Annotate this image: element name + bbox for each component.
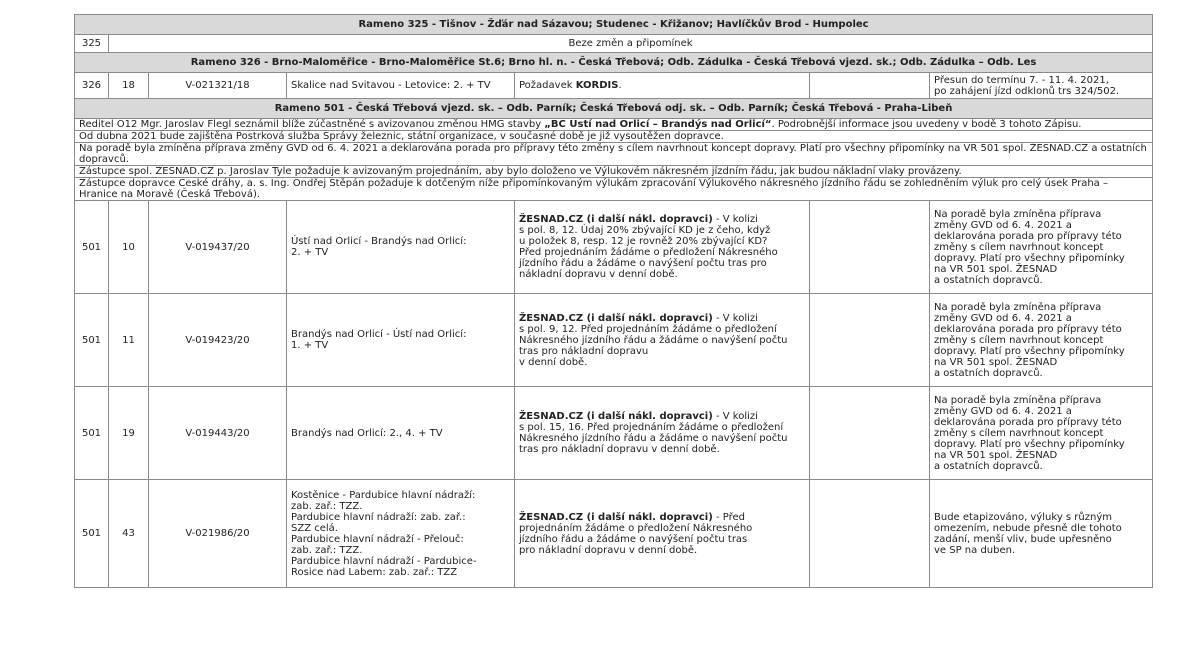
section-header-title: Rameno 325 - Tišnov - Žďár nad Sázavou; Studenec - Křižanov; Havlíčkův Brod - Humpolec bbox=[75, 15, 1153, 35]
request-cell bbox=[515, 73, 810, 99]
no-change-note: Beze změn a připomínek bbox=[109, 35, 1153, 53]
section-header-title: Rameno 501 - Česká Třebová vjezd. sk. – Odb. Parník; Česká Třebová odj. sk. – Odb. Parník; Česká Třebová - Praha-Libeň bbox=[75, 99, 1153, 119]
note-row bbox=[75, 178, 1153, 201]
route-cell: Kostěnice - Pardubice hlavní nádraží: zab. zař.: TZZ. Pardubice hlavní nádraží: zab. zař.: SZZ celá. Pardubice hlavní nádraží - Přelouč: zab. zař.: TZZ. Pardubice hlavní nádraží - Pardubice- Rosice nad Labem: zab. zař.: TZZ bbox=[287, 480, 515, 588]
closure-id-cell: V-021321/18 bbox=[149, 73, 287, 99]
protocol-table bbox=[74, 14, 1153, 588]
note-text: Zástupce spol. ŽESNAD.CZ p. Jaroslav Tyle požaduje k avizovaným projednáním, aby bylo doloženo ve Výlukovém nákresném jízdním řádu, jak budou nákladní vlaky provázeny. bbox=[75, 166, 1153, 178]
result-cell: Na poradě byla zmíněna příprava změny GVD od 6. 4. 2021 a deklarována porada pro přípravy této změny s cílem navrhnout koncept dopravy. Platí pro všechny připomínky na VR 501 spol. ŽESNAD a ostatních dopravců. bbox=[930, 294, 1153, 387]
request-cell bbox=[515, 201, 810, 294]
rameno-cell: 501 bbox=[75, 201, 109, 294]
result-cell: Na poradě byla zmíněna příprava změny GVD od 6. 4. 2021 a deklarována porada pro přípravy této změny s cílem navrhnout koncept dopravy. Platí pro všechny připomínky na VR 501 spol. ŽESNAD a ostatních dopravců. bbox=[930, 201, 1153, 294]
rameno-cell: 501 bbox=[75, 387, 109, 480]
route-cell: Brandýs nad Orlicí - Ústí nad Orlicí: 1. + TV bbox=[287, 294, 515, 387]
table-row bbox=[75, 294, 1153, 387]
note-row bbox=[75, 166, 1153, 178]
request-text: - Před projednáním žádáme o předložení Nákresného jízdního řádu a žádáme o navýšení počtu tras pro nákladní dopravu v denní době. bbox=[519, 511, 753, 556]
extra-cell bbox=[810, 201, 930, 294]
section-header-501 bbox=[75, 99, 1153, 119]
note-text: Na poradě byla zmíněna příprava změny GVD od 6. 4. 2021 a deklarována porada pro přípravy této změny s cílem navrhnout koncept dopravy. Platí pro všechny připomínky na VR 501 spol. ŽESNAD.CZ a ostatních dopravců. bbox=[75, 143, 1153, 166]
route-cell: Skalice nad Svitavou - Letovice: 2. + TV bbox=[287, 73, 515, 99]
position-cell: 19 bbox=[109, 387, 149, 480]
note-text: Od dubna 2021 bude zajištěna Postrková služba Správy železnic, státní organizace, v současné době je již vysoutěžen dopravce. bbox=[75, 131, 1153, 143]
note-row bbox=[75, 119, 1153, 131]
section-header-title: Rameno 326 - Brno-Maloměřice - Brno-Maloměřice St.6; Brno hl. n. - Česká Třebová; Odb. Zádulka - Česká Třebová vjezd. sk.; Odb. Zádulka – Odb. Les bbox=[75, 53, 1153, 73]
closure-id-cell: V-019443/20 bbox=[149, 387, 287, 480]
request-requester: ŽESNAD.CZ (i další nákl. dopravci) bbox=[519, 411, 713, 422]
extra-cell bbox=[810, 294, 930, 387]
request-cell bbox=[515, 294, 810, 387]
position-cell: 18 bbox=[109, 73, 149, 99]
note-row bbox=[75, 143, 1153, 166]
position-cell: 10 bbox=[109, 201, 149, 294]
rameno-cell: 325 bbox=[75, 35, 109, 53]
extra-cell bbox=[810, 387, 930, 480]
route-cell: Ústí nad Orlicí - Brandýs nad Orlicí: 2. + TV bbox=[287, 201, 515, 294]
closure-id-cell: V-021986/20 bbox=[149, 480, 287, 588]
request-text: - V kolizi s pol. 15, 16. Před projednáním žádáme o předložení Nákresného jízdního řádu a žádáme o navýšení počtu tras pro nákladní dopravu v denní době. bbox=[519, 411, 788, 455]
closure-id-cell: V-019423/20 bbox=[149, 294, 287, 387]
rameno-cell: 501 bbox=[75, 480, 109, 588]
request-suffix: . bbox=[618, 80, 622, 91]
request-requester: KORDIS bbox=[575, 80, 619, 91]
result-cell: Přesun do termínu 7. - 11. 4. 2021, po zahájení jízd odklonů trs 324/502. bbox=[930, 73, 1153, 99]
table-row bbox=[75, 480, 1153, 588]
request-cell bbox=[515, 480, 810, 588]
request-prefix: Požadavek bbox=[519, 80, 576, 91]
request-text: - V kolizi s pol. 8, 12. Údaj 20% zbývající KD je z čeho, když u položek 8, resp. 12 je rovněž 20% zbývající KD? Před projednáním žádáme o předložení Nákresného jízdního řádu a žádáme o navýšení počtu tras pro nákladní dopravu v denní době. bbox=[519, 214, 778, 280]
table-row bbox=[75, 387, 1153, 480]
section-header-325 bbox=[75, 15, 1153, 35]
request-requester: ŽESNAD.CZ (i další nákl. dopravci) bbox=[519, 214, 713, 225]
extra-cell bbox=[810, 480, 930, 588]
extra-cell bbox=[810, 73, 930, 99]
position-cell: 43 bbox=[109, 480, 149, 588]
result-cell: Na poradě byla zmíněna příprava změny GVD od 6. 4. 2021 a deklarována porada pro přípravy této změny s cílem navrhnout koncept dopravy. Platí pro všechny připomínky na VR 501 spol. ŽESNAD a ostatních dopravců. bbox=[930, 387, 1153, 480]
note-text: Ředitel O12 Mgr. Jaroslav Flegl seznámil blíže zúčastněné s avizovanou změnou HMG stavby „BC Ústí nad Orlicí – Brandýs nad Orlicí“. Podrobnější informace jsou uvedeny v bodě 3 tohoto Zápisu. bbox=[75, 119, 1153, 131]
request-requester: ŽESNAD.CZ (i další nákl. dopravci) bbox=[519, 312, 713, 324]
request-text: - V kolizi s pol. 9, 12. Před projednáním žádáme o předložení Nákresného jízdního řádu a žádáme o navýšení počtu tras pro nákladní dopravu v denní době. bbox=[519, 312, 788, 368]
note-text: Zástupce dopravce České dráhy, a. s. Ing. Ondřej Štěpán požaduje k dotčeným níže připomínkovaným výlukám zpracování Výlukového nákresného jízdního řádu se zohledněním výluk pro celý úsek Praha – Hranice na Moravě (Česká Třebová). bbox=[75, 178, 1153, 201]
request-cell bbox=[515, 387, 810, 480]
rameno-cell: 326 bbox=[75, 73, 109, 99]
position-cell: 11 bbox=[109, 294, 149, 387]
table-row bbox=[75, 201, 1153, 294]
request-requester: ŽESNAD.CZ (i další nákl. dopravci) bbox=[519, 511, 713, 523]
result-cell: Bude etapizováno, výluky s různým omezením, nebude přesně dle tohoto zadání, menší vliv, bude upřesněno ve SP na duben. bbox=[930, 480, 1153, 588]
route-cell: Brandýs nad Orlicí: 2., 4. + TV bbox=[287, 387, 515, 480]
table-row bbox=[75, 73, 1153, 99]
table-row bbox=[75, 35, 1153, 53]
note-row bbox=[75, 131, 1153, 143]
rameno-cell: 501 bbox=[75, 294, 109, 387]
section-header-326 bbox=[75, 53, 1153, 73]
closure-id-cell: V-019437/20 bbox=[149, 201, 287, 294]
